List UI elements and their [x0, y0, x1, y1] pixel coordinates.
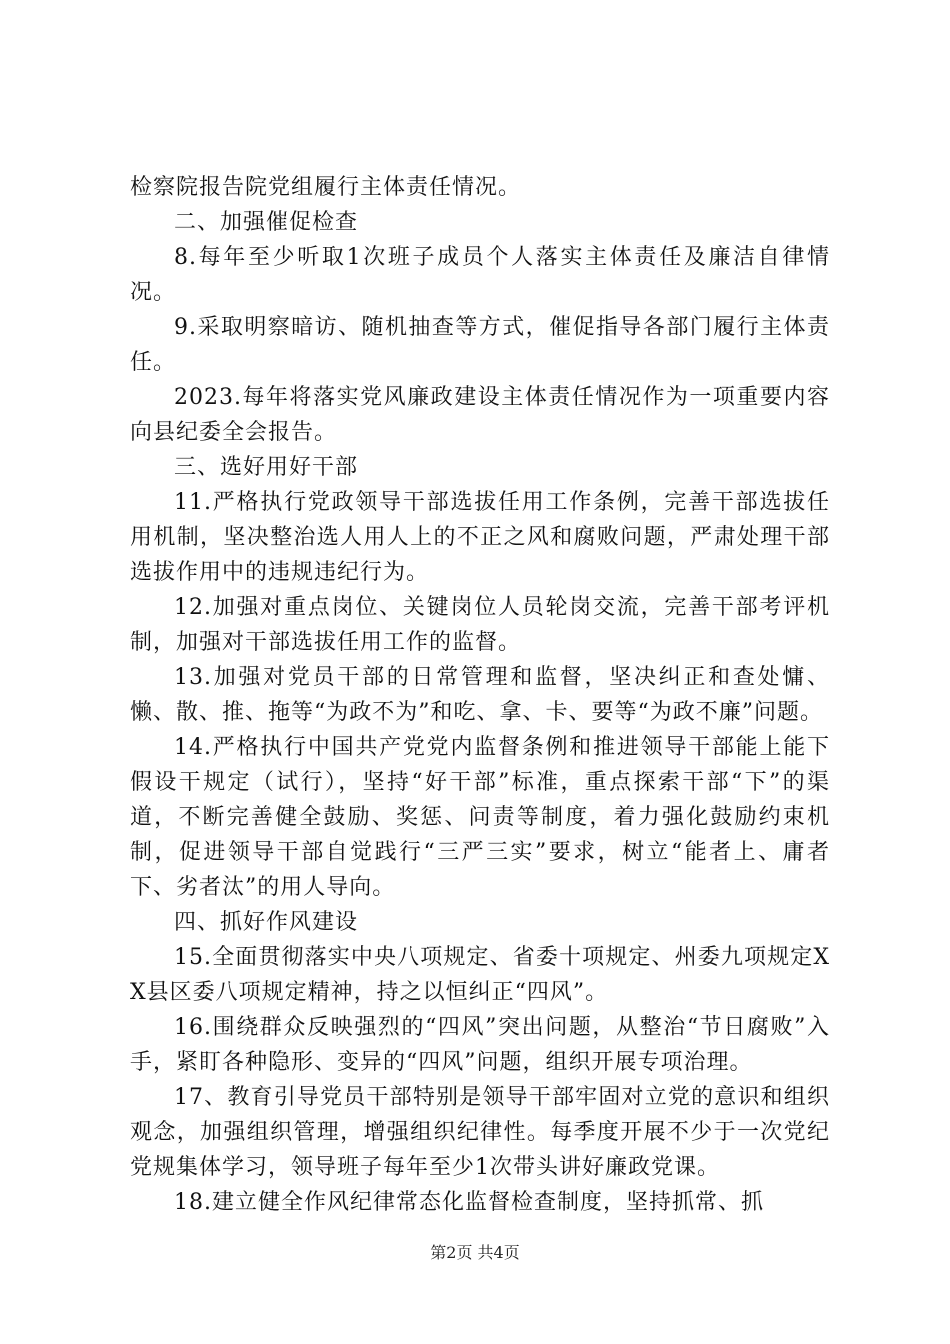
paragraph-item-17: 17、教育引导党员干部特别是领导干部牢固对立党的意识和组织观念，加强组织管理，增强组织纪律性。每季度开展不少于一次党纪党规集体学习，领导班子每年至少1次带头讲好廉政党课。 — [130, 1085, 830, 1180]
page-number-label: 第2页 共4页 — [430, 1243, 520, 1262]
section-heading-3: 三、选好用好干部 — [174, 455, 359, 480]
section-heading-2: 二、加强催促检查 — [174, 210, 359, 235]
paragraph-continuation: 检察院报告院党组履行主体责任情况。 — [130, 175, 522, 200]
page-footer — [0, 1243, 950, 1263]
paragraph-item-10: 2023.每年将落实党风廉政建设主体责任情况作为一项重要内容向县纪委全会报告。 — [130, 385, 830, 445]
paragraph-item-9: 9.采取明察暗访、随机抽查等方式，催促指导各部门履行主体责任。 — [130, 315, 830, 375]
paragraph-item-18: 18.建立健全作风纪律常态化监督检查制度，坚持抓常、抓 — [174, 1190, 764, 1215]
paragraph-item-15: 15.全面贯彻落实中央八项规定、省委十项规定、州委九项规定XX县区委八项规定精神，持之以恒纠正“四风”。 — [130, 945, 830, 1005]
paragraph-item-8: 8.每年至少听取1次班子成员个人落实主体责任及廉洁自律情况。 — [130, 245, 830, 305]
paragraph-item-11: 11.严格执行党政领导干部选拔任用工作条例，完善干部选拔任用机制，坚决整治选人用人上的不正之风和腐败问题，严肃处理干部选拔作用中的违规违纪行为。 — [130, 490, 830, 585]
paragraph-item-12: 12.加强对重点岗位、关键岗位人员轮岗交流，完善干部考评机制，加强对干部选拔任用工作的监督。 — [130, 595, 830, 655]
section-heading-4: 四、抓好作风建设 — [174, 910, 359, 935]
paragraph-item-13: 13.加强对党员干部的日常管理和监督，坚决纠正和查处慵、懒、散、推、拖等“为政不为”和吃、拿、卡、要等“为政不廉”问题。 — [130, 665, 830, 725]
paragraph-item-14: 14.严格执行中国共产党党内监督条例和推进领导干部能上能下假设干规定（试行），坚持“好干部”标准，重点探索干部“下”的渠道，不断完善健全鼓励、奖惩、问责等制度，着力强化鼓励约束机制，促进领导干部自觉践行“三严三实”要求，树立“能者上、庸者下、劣者汰”的用人导向。 — [130, 735, 830, 900]
document-body — [130, 170, 830, 1220]
paragraph-item-16: 16.围绕群众反映强烈的“四风”突出问题，从整治“节日腐败”入手，紧盯各种隐形、变异的“四风”问题，组织开展专项治理。 — [130, 1015, 830, 1075]
